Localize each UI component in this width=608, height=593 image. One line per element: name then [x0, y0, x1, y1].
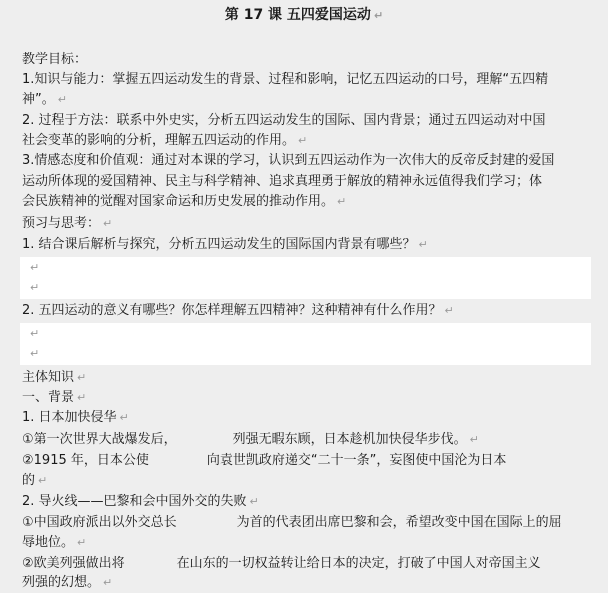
point-1: 1. 日本加快侵华 ↵ [22, 410, 129, 425]
item-3-cont: 辱地位。 ↵ [22, 535, 87, 550]
objective-2-cont: 社会变革的影响的分析，理解五四运动的作用。 ↵ [22, 133, 308, 148]
objective-1-cont: 神”。 ↵ [22, 92, 67, 107]
point-2: 2. 导火线——巴黎和会中国外交的失败 ↵ [22, 494, 259, 509]
objective-3-cont1: 运动所体现的爱国精神、民主与科学精神、追求真理勇于解放的精神永远值得我们学习；体 [22, 174, 543, 189]
item-4-cont: 列强的幻想。 ↵ [22, 575, 113, 590]
question-2: 2. 五四运动的意义有哪些？你怎样理解五四精神？这种精神有什么作用？ ↵ [22, 303, 454, 318]
objective-3: 3.情感态度和价值观：通过对本课的学习，认识到五四运动作为一次伟大的反帝反封建的爱国 [22, 153, 555, 168]
objective-1: 1.知识与能力：掌握五四运动发生的背景、过程和影响，记忆五四运动的口号，理解“五四精 [22, 72, 549, 87]
objectives-heading: 教学目标： [22, 52, 88, 67]
main-heading: 主体知识 ↵ [22, 370, 87, 385]
question-1: 1. 结合课后解析与探究，分析五四运动发生的国际国内背景有哪些？ ↵ [22, 237, 428, 252]
lesson-title: 第 17 课 五四爱国运动 ↵ [224, 7, 384, 23]
item-1: ①第一次世界大战爆发后， 列强无暇东顾，日本趁机加快侵华步伐。 ↵ [22, 432, 479, 447]
item-2: ②1915 年，日本公使 向袁世凯政府递交“二十一条”，妄图使中国沦为日本 [22, 453, 507, 468]
item-4: ②欧美列强做出将 在山东的一切权益转让给日本的决定，打破了中国人对帝国主义 [22, 556, 541, 571]
answer-box-2[interactable]: ↵ ↵ [20, 323, 591, 365]
section-background: 一、背景 ↵ [22, 390, 87, 405]
objective-3-cont2: 会民族精神的觉醒对国家命运和历史发展的推动作用。 ↵ [22, 194, 347, 209]
item-2-cont: 的 ↵ [22, 473, 48, 488]
answer-box-1[interactable]: ↵ ↵ [20, 257, 591, 299]
objective-2: 2. 过程于方法：联系中外史实，分析五四运动发生的国际、国内背景；通过五四运动对中国 [22, 113, 546, 128]
preview-heading: 预习与思考： ↵ [22, 216, 113, 231]
item-3: ①中国政府派出以外交总长 为首的代表团出席巴黎和会，希望改变中国在国际上的屈 [22, 515, 562, 530]
paragraph-mark: ↵ [373, 9, 384, 22]
